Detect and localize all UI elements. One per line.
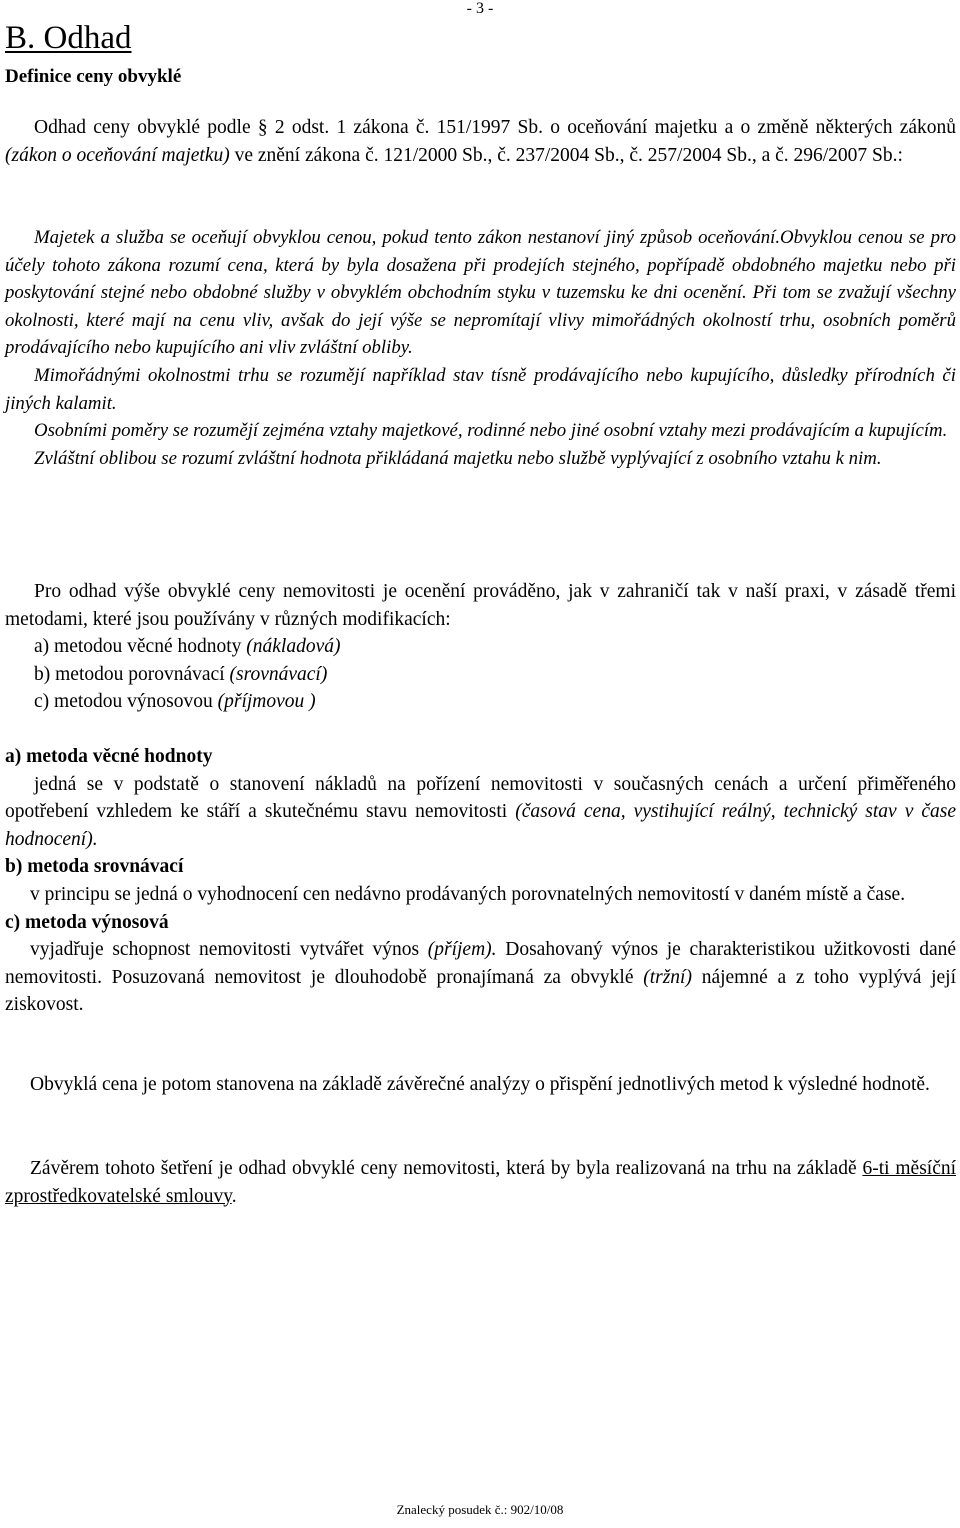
intro-paragraph <box>5 114 956 169</box>
quote-text-3: Osobními poměry se rozumějí zejména vztahy majetkové, rodinné nebo jiné osobní vztahy mezi prodávajícím a kupujícím. <box>34 420 948 442</box>
method-label-b: b) metodou porovnávací <box>34 663 225 685</box>
intro-text-a: Odhad ceny obvyklé podle <box>34 117 251 138</box>
section-a-title: a) metoda věcné hodnoty <box>5 746 213 767</box>
intro-text-italic: (zákon o oceňování majetku) <box>5 144 230 166</box>
conclusion-2-underlined: 6-ti měsíční zprostředkovatelské smlouvy <box>5 1158 957 1207</box>
quote-text-1: Majetek a služba se oceňují obvyklou cenou, pokud tento zákon nestanoví jiný způsob oceňování.Obvyklou cenou se pro účely tohoto zákona rozumí cena, která by byla dosažena při prodejích stejného, popřípadě obdobného majetku nebo při poskytování stejné nebo obdobné služby v obvyklém obchodním styku v tuzemsku ke dni ocenění. Při tom se zvažují všechny okolnosti, které mají na cenu vliv, avšak do její výše se nepromítají vlivy mimořádných okolností trhu, osobních poměrů prodávajícího nebo kupujícího ani vliv zvláštní obliby. <box>5 227 956 359</box>
quote-paragraph-3 <box>5 417 956 445</box>
intro-text-c: ve znění zákona č. 121/2000 Sb., č. 237/2004 Sb., č. 257/2004 Sb., a č. 296/2007 Sb.: <box>234 144 903 166</box>
method-note-c: (příjmovou ) <box>217 691 316 713</box>
method-label-a: a) metodou věcné hodnoty <box>34 636 242 658</box>
method-sections <box>5 743 956 1019</box>
section-c-text-a: vyjadřuje schopnost nemovitosti vytvářet výnos <box>30 939 420 961</box>
conclusion-paragraph-1 <box>5 1071 956 1099</box>
conclusion-paragraph-2 <box>5 1155 956 1210</box>
conclusion-2-text-b: . <box>231 1185 237 1207</box>
section-c-italic-b: (tržní) <box>643 966 692 988</box>
quote-paragraph-4 <box>5 445 956 473</box>
quote-paragraph-1 <box>5 224 956 362</box>
methods-intro <box>5 578 956 633</box>
law-quote <box>5 224 956 472</box>
section-c-italic-a: (příjem). <box>427 939 497 961</box>
section-c-text-c: nájemné a z toho vyplývá její ziskovost. <box>5 966 957 1016</box>
section-a-italic: (časová cena, vystihující reálný, technický stav v čase hodnocení). <box>5 801 957 850</box>
section-a-body <box>5 771 956 854</box>
quote-text-4: Zvláštní oblibou se rozumí zvláštní hodnota přikládaná majetku nebo službě vyplývající z osobního vztahu k nim. <box>34 447 882 469</box>
section-b-text: v principu se jedná o vyhodnocení cen nedávno prodávaných porovnatelných nemovitostí v daném místě a čase. <box>30 883 906 905</box>
method-item-a <box>5 633 956 661</box>
section-c-body <box>5 936 956 1019</box>
section-c-text-b: Dosahovaný výnos je charakteristikou užitkovosti dané nemovitosti. Posuzovaná nemovitost je dlouhodobě pronajímaná za obvyklé <box>5 939 957 988</box>
method-note-a: (nákladová) <box>246 636 341 658</box>
quote-paragraph-2 <box>5 362 956 417</box>
quote-text-2: Mimořádnými okolnostmi trhu se rozumějí například stav tísně prodávajícího nebo kupujícího, důsledky přírodních či jiných kalamit. <box>5 364 956 414</box>
section-b-title: b) metoda srovnávací <box>5 856 184 878</box>
section-b-body <box>5 881 956 909</box>
method-item-b <box>5 661 956 689</box>
definition-subheading: Definice ceny obvyklé <box>5 66 182 87</box>
method-label-c: c) metodou výnosovou <box>34 691 213 713</box>
page-number: - 3 - <box>466 0 494 17</box>
section-heading: B. Odhad <box>5 20 132 56</box>
section-c-title: c) metoda výnosová <box>5 911 169 933</box>
footer-report-number: Znalecký posudek č.: 902/10/08 <box>396 1502 564 1517</box>
section-sign: § <box>257 117 268 138</box>
conclusion-2-text-a: Závěrem tohoto šetření je odhad obvyklé ceny nemovitosti, která by byla realizovaná na trhu na základě <box>30 1158 857 1179</box>
methods-intro-text: Pro odhad výše obvyklé ceny nemovitosti je ocenění prováděno, jak v zahraničí tak v naší praxi, v zásadě třemi metodami, které jsou používány v různých modifikacích: <box>5 581 956 630</box>
method-note-b: (srovnávací) <box>229 663 328 685</box>
method-item-c <box>5 688 956 716</box>
intro-text-b: 2 odst. 1 zákona č. 151/1997 Sb. o oceňování majetku a o změně některých zákonů <box>274 117 957 138</box>
section-a-text: jedná se v podstatě o stanovení nákladů na pořízení nemovitosti v současných cenách a určení přiměřeného opotřebení vzhledem ke stáří a skutečnému stavu nemovitosti <box>5 773 956 823</box>
conclusion-1-text: Obvyklá cena je potom stanovena na základě závěrečné analýzy o přispění jednotlivých metod k výsledné hodnotě. <box>30 1074 930 1095</box>
methods-paragraph <box>5 578 956 716</box>
